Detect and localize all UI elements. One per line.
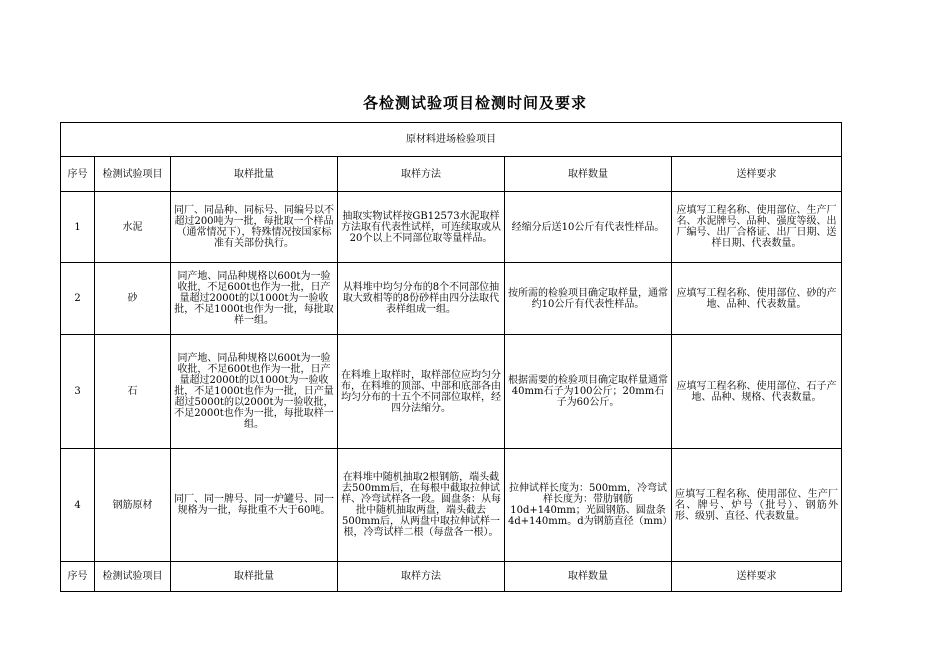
- footer-no: 序号: [61, 562, 95, 592]
- cell-method: 从料堆中均匀分布的8个不同部位抽取大致相等的8份砂样由四分法取代表样组成一组。: [338, 263, 505, 335]
- cell-batch: 同产地、同品种规格以600t为一验收批，不足600t也作为一批，日产量超过2000t的以1000t为一验收批，不足1000t也作为一批，每批取样一组。: [171, 263, 338, 335]
- cell-quantity: 拉伸试样长度为：500mm，冷弯试样长度为：带肋钢筋10d+140mm；光圆钢筋、圆盘条4d+140mm。d为钢筋直径（mm）: [505, 449, 672, 562]
- table-row: [61, 192, 842, 263]
- cell-quantity: 经缩分后送10公斤有代表性样品。: [505, 192, 672, 263]
- footer-batch: 取样批量: [171, 562, 338, 592]
- cell-no: 1: [61, 192, 95, 263]
- footer-item: 检测试验项目: [95, 562, 171, 592]
- column-footer-row: [61, 562, 842, 592]
- header-batch: 取样批量: [171, 157, 338, 192]
- cell-no: 2: [61, 263, 95, 335]
- cell-batch: 同厂、同品种、同标号、同编号以不超过200吨为一批，每批取一个样品（通常情况下），特殊情况按国家标准有关部份执行。: [171, 192, 338, 263]
- footer-requirement: 送样要求: [672, 562, 842, 592]
- cell-method: 在料堆上取样时，取样部位应均匀分布，在料堆的顶部、中部和底部各由均匀分布的十五个不同部位取样，经四分法缩分。: [338, 335, 505, 449]
- header-no: 序号: [61, 157, 95, 192]
- cell-requirement: 应填写工程名称、使用部位、砂的产地、品种、代表数量。: [672, 263, 842, 335]
- section-header-row: [61, 123, 842, 157]
- cell-requirement: 应填写工程名称、使用部位、石子产地、品种、规格、代表数量。: [672, 335, 842, 449]
- cell-quantity: 按所需的检验项目确定取样量，通常约10公斤有代表性样品。: [505, 263, 672, 335]
- section-title: 原材料进场检验项目: [61, 123, 842, 157]
- table-row: [61, 263, 842, 335]
- cell-no: 3: [61, 335, 95, 449]
- inspection-table: [60, 122, 842, 592]
- cell-method: 在料堆中随机抽取2根钢筋，端头截去500mm后，在每根中截取拉伸试样、冷弯试样各一段。圆盘条：从每批中随机抽取两盘，端头截去500mm后，从两盘中取拉伸试样一根，冷弯试样二根（每盘各一根）。: [338, 449, 505, 562]
- page-title: 各检测试验项目检测时间及要求: [362, 94, 587, 112]
- cell-item: 砂: [95, 263, 171, 335]
- cell-method: 抽取实物试样按GB12573水泥取样方法取有代表性试样，可连续取或从20个以上不同部位取等量样品。: [338, 192, 505, 263]
- cell-batch: 同产地、同品种规格以600t为一验收批，不足600t也作为一批，日产量超过2000t的以1000t为一验收批，不足1000t也作为一批，日产量超过5000t的以2000t为一验收批，不足2000t也作为一批，每批取样一组。: [171, 335, 338, 449]
- header-quantity: 取样数量: [505, 157, 672, 192]
- footer-quantity: 取样数量: [505, 562, 672, 592]
- column-header-row: [61, 157, 842, 192]
- cell-requirement: 应填写工程名称、使用部位、生产厂名、牌号、炉号（批号）、钢筋外形、级别、直径、代表数量。: [672, 449, 842, 562]
- table-row: [61, 449, 842, 562]
- cell-item: 钢筋原材: [95, 449, 171, 562]
- header-requirement: 送样要求: [672, 157, 842, 192]
- cell-item: 石: [95, 335, 171, 449]
- table-row: [61, 335, 842, 449]
- footer-method: 取样方法: [338, 562, 505, 592]
- cell-requirement: 应填写工程名称、使用部位、生产厂名、水泥牌号、品种、强度等级、出厂编号、出厂合格证、出厂日期、送样日期、代表数量。: [672, 192, 842, 263]
- cell-quantity: 根据需要的检验项目确定取样量通常40mm石子为100公斤；20mm石子为60公斤。: [505, 335, 672, 449]
- cell-item: 水泥: [95, 192, 171, 263]
- header-method: 取样方法: [338, 157, 505, 192]
- cell-batch: 同厂、同一牌号、同一炉罐号、同一规格为一批，每批重不大于60吨。: [171, 449, 338, 562]
- header-item: 检测试验项目: [95, 157, 171, 192]
- cell-no: 4: [61, 449, 95, 562]
